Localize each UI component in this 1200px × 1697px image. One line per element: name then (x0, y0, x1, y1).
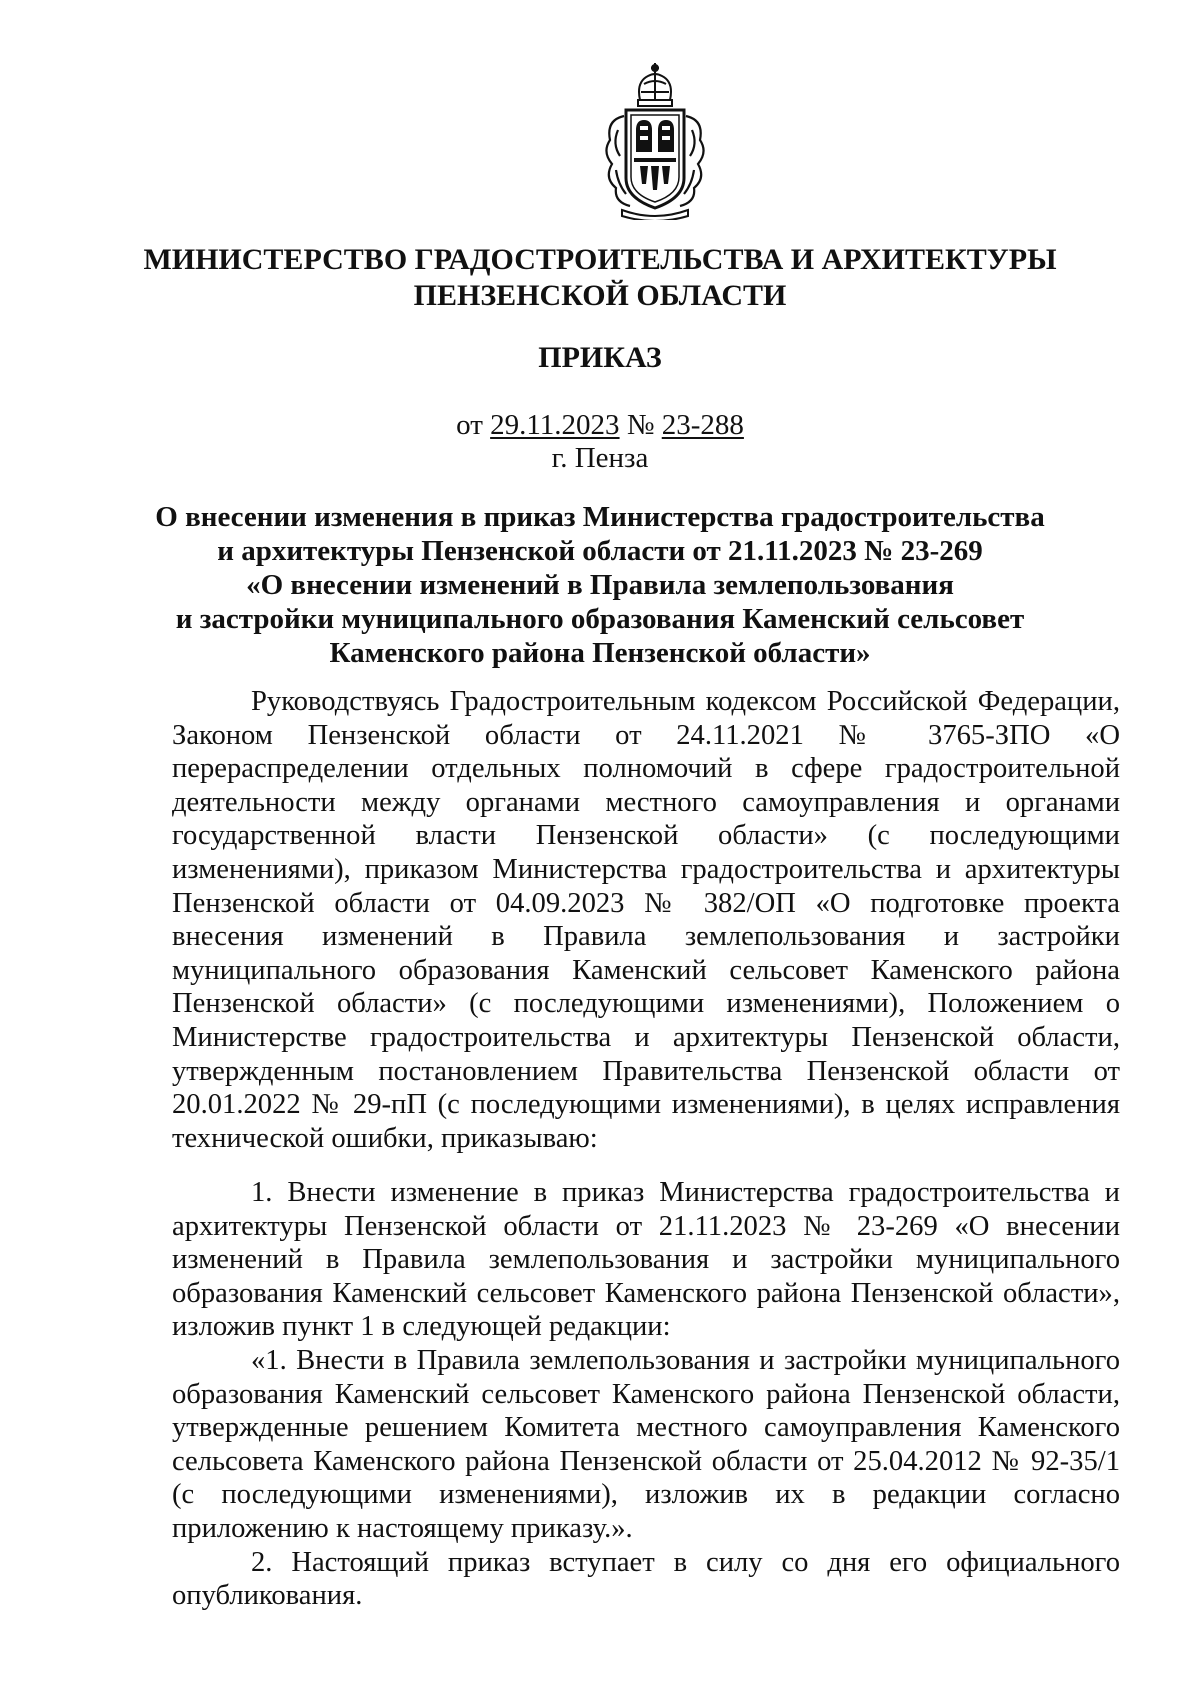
subject-line2: и архитектуры Пензенской области от 21.11.2023 № 23-269 (217, 535, 983, 567)
order-item-1: 1. Внести изменение в приказ Министерства градостроительства и архитектуры Пензенской области от 21.11.2023 № 23-269 «О внесении изменений в Правила землепользования и застройки муниципального образования Каменский сельсовет Каменского района Пензенской области», изложив пункт 1 в следующей редакции: (172, 1177, 1120, 1343)
date-prefix: от (456, 409, 483, 441)
order-city: г. Пенза (551, 442, 649, 474)
subject-line3: «О внесении изменений в Правила землепользования (246, 569, 954, 601)
order-item-2: 2. Настоящий приказ вступает в силу со дня его официального опубликования. (172, 1546, 1120, 1612)
order-subject (0, 500, 1200, 670)
ministry-name (0, 242, 1200, 314)
order-items-block (172, 1176, 1120, 1613)
order-date-line (0, 408, 1200, 442)
ministry-name-line2: ПЕНЗЕНСКОЙ ОБЛАСТИ (413, 279, 787, 312)
subject-line4: и застройки муниципального образования Каменский сельсовет (175, 603, 1025, 635)
preamble-block (172, 685, 1120, 1155)
ministry-name-line1: МИНИСТЕРСТВО ГРАДОСТРОИТЕЛЬСТВА И АРХИТЕКТУРЫ (143, 243, 1057, 276)
subject-line5: Каменского района Пензенской области» (329, 637, 871, 669)
order-number: 23-288 (661, 409, 744, 441)
number-sign: № (626, 409, 655, 441)
order-title: ПРИКАЗ (538, 341, 662, 374)
coat-of-arms-icon (596, 60, 714, 220)
order-date: 29.11.2023 (490, 409, 620, 441)
preamble-paragraph: Руководствуясь Градостроительным кодексом Российской Федерации, Законом Пензенской области от 24.11.2021 № 3765-ЗПО «О перераспределении отдельных полномочий в сфере градостроительной деятельности между органами местного самоуправления и органами государственной власти Пензенской области» (с последующими изменениями), приказом Министерства градостроительства и архитектуры Пензенской области от 04.09.2023 № 382/ОП «О подготовке проекта внесения изменений в Правила землепользования и застройки муниципального образования Каменский сельсовет Каменского района Пензенской области» (с последующими изменениями), Положением о Министерстве градостроительства и архитектуры Пензенской области, утвержденным постановлением Правительства Пензенской области от 20.01.2022 № 29-пП (с последующими изменениями), в целях исправления технической ошибки, приказываю: (172, 686, 1120, 1154)
order-item-1-quote: «1. Внести в Правила землепользования и застройки муниципального образования Каменский сельсовет Каменского района Пензенской области, утвержденные решением Комитета местного самоуправления Каменского сельсовета Каменского района Пензенской области от 25.04.2012 № 92-35/1 (с последующими изменениями), изложив их в редакции согласно приложению к настоящему приказу.». (172, 1344, 1120, 1544)
subject-line1: О внесении изменения в приказ Министерства градостроительства (155, 501, 1045, 533)
